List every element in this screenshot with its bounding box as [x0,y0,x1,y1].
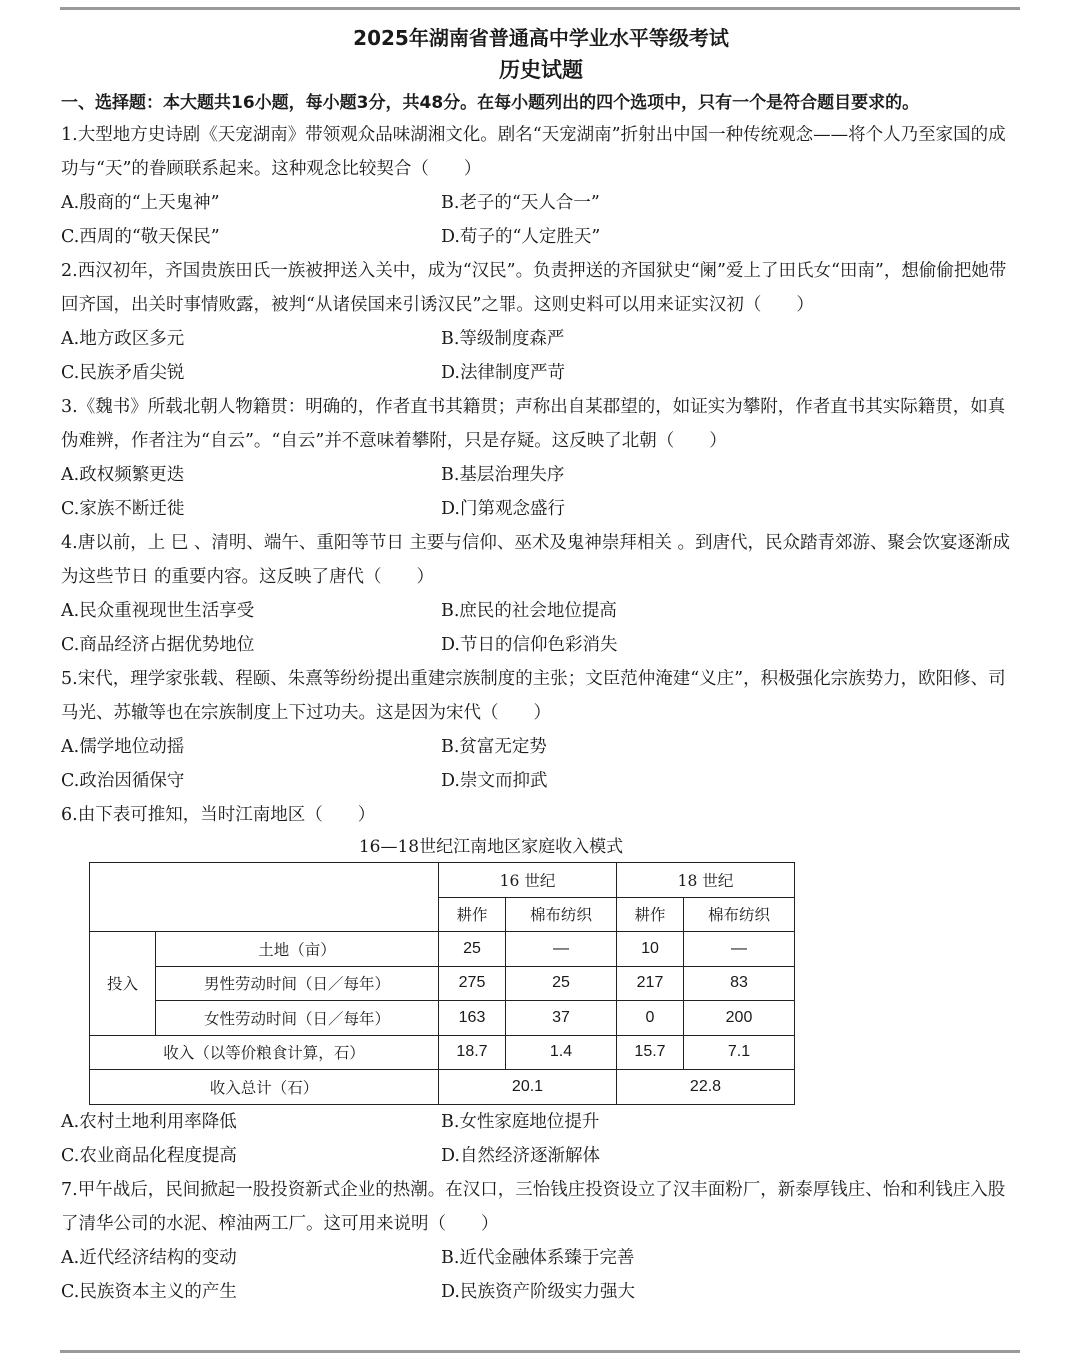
table-cell: 37 [506,1001,617,1036]
row-label: 土地（亩） [156,932,439,967]
table-cell: 25 [439,932,506,967]
table-cell: 163 [439,1001,506,1036]
option-c: C.家族不断迁徙 [61,499,185,519]
table-corner-cell [90,863,439,932]
option-c: C.农业商品化程度提高 [61,1145,237,1166]
header-16th-century: 16 世纪 [439,863,617,898]
table-cell: 275 [439,966,506,1001]
question-2-options [61,322,1021,390]
header-farming: 耕作 [439,897,506,932]
table-cell: 1.4 [506,1035,617,1070]
option-b: B.近代金融体系臻于完善 [441,1247,635,1268]
table-header-row [90,863,795,898]
table-cell: 10 [617,932,684,967]
table-row [90,1001,795,1036]
option-c: C.民族矛盾尖锐 [61,363,185,383]
question-4-stem: 4.唐以前，上 巳 、清明、端午、重阳等节日 主要与信仰、巫术及鬼神崇拜相关 。到唐代，民众踏青郊游、聚会饮宴逐渐成为这些节日 的重要内容。这反映了唐代（ ） [61,533,1010,587]
option-d: D.民族资产阶级实力强大 [441,1281,635,1302]
table-cell: 83 [684,966,795,1001]
table-caption: 16—18世纪江南地区家庭收入模式 [358,837,624,857]
header-weaving: 棉布纺织 [684,897,795,932]
table-cell: 18.7 [439,1035,506,1070]
option-d: D.节日的信仰色彩消失 [441,635,618,655]
header-farming: 耕作 [617,897,684,932]
option-d: D.荀子的“人定胜天” [441,227,601,247]
question-6-options [61,1105,1021,1173]
question-7-options [61,1241,1021,1309]
option-a: A.政权频繁更迭 [61,465,185,485]
header-weaving: 棉布纺织 [506,897,617,932]
question-5-stem: 5.宋代，理学家张载、程颐、朱熹等纷纷提出重建宗族制度的主张；文臣范仲淹建“义庄”，积极强化宗族势力，欧阳修、司马光、苏辙等也在宗族制度上下过功夫。这是因为宋代（ ） [61,669,1006,723]
option-d: D.崇文而抑武 [441,771,548,791]
question-3-options [61,458,1021,526]
bottom-rule [60,1350,1020,1353]
option-b: B.女性家庭地位提升 [441,1111,600,1132]
option-b: B.基层治理失序 [441,465,565,485]
option-a: A.殷商的“上天鬼神” [61,193,220,213]
header-18th-century: 18 世纪 [617,863,795,898]
row-label: 女性劳动时间（日／每年） [156,1001,439,1036]
table-cell: 15.7 [617,1035,684,1070]
question-7-stem: 7.甲午战后，民间掀起一股投资新式企业的热潮。在汉口，三怡钱庄投资设立了汉丰面粉厂，新泰厚钱庄、怡和利钱庄入股了清华公司的水泥、榨油两工厂。这可用来说明（ ） [61,1179,1006,1234]
option-b: B.老子的“天人合一” [441,193,600,213]
table-cell: 200 [684,1001,795,1036]
question-6-stem: 6.由下表可推知，当时江南地区（ ） [61,805,376,825]
question-4-options [61,594,1021,662]
table-cell: 0 [617,1001,684,1036]
option-a: A.农村土地利用率降低 [61,1111,237,1132]
income-label: 收入（以等价粮食计算，石） [90,1035,439,1070]
row-label: 男性劳动时间（日／每年） [156,966,439,1001]
table-cell: 217 [617,966,684,1001]
option-d: D.法律制度严苛 [441,363,565,383]
question-2-stem: 2.西汉初年，齐国贵族田氏一族被押送入关中，成为“汉民”。负责押送的齐国狱史“阑”爱上了田氏女“田南”，想偷偷把她带回齐国，出关时事情败露，被判“从诸侯国来引诱汉民”之罪。这则史料可以用来证实汉初（ ） [61,261,1007,315]
section-heading: 一、选择题：本大题共16小题，每小题3分，共48分。在每小题列出的四个选项中，只有一个是符合题目要求的。 [61,93,920,113]
option-c: C.商品经济占据优势地位 [61,635,255,655]
question-5-options [61,730,1021,798]
question-1-stem: 1.大型地方史诗剧《天宠湖南》带领观众品味湖湘文化。剧名“天宠湖南”折射出中国一种传统观念——将个人乃至家国的成功与“天”的眷顾联系起来。这种观念比较契合（ ） [61,125,1006,179]
table-cell: 22.8 [617,1070,795,1105]
exam-page [61,22,1021,1309]
table-row [90,1035,795,1070]
option-a: A.儒学地位动摇 [61,737,185,757]
option-d: D.门第观念盛行 [441,499,565,519]
option-a: A.近代经济结构的变动 [61,1247,237,1268]
table-row [90,932,795,967]
option-c: C.西周的“敬天保民” [61,227,220,247]
option-d: D.自然经济逐渐解体 [441,1145,600,1166]
table-cell: 7.1 [684,1035,795,1070]
table-cell: — [684,932,795,967]
option-b: B.庶民的社会地位提高 [441,601,617,621]
income-table [89,862,795,1105]
option-a: A.民众重视现世生活享受 [61,601,255,621]
total-label: 收入总计（石） [90,1070,439,1105]
table-cell: 25 [506,966,617,1001]
table-cell: 20.1 [439,1070,617,1105]
exam-subtitle: 历史试题 [499,58,583,82]
question-1-options [61,186,1021,254]
option-b: B.等级制度森严 [441,329,565,349]
option-c: C.政治因循保守 [61,771,185,791]
table-cell: — [506,932,617,967]
exam-title: 2025年湖南省普通高中学业水平等级考试 [353,26,729,50]
input-group-label: 投入 [90,932,156,1036]
option-b: B.贫富无定势 [441,737,547,757]
question-3-stem: 3.《魏书》所载北朝人物籍贯：明确的，作者直书其籍贯；声称出自某郡望的，如证实为攀附，作者直书其实际籍贯，如真伪难辨，作者注为“自云”。“自云”并不意味着攀附，只是存疑。这反映了北朝（ ） [61,397,1006,451]
option-a: A.地方政区多元 [61,329,185,349]
option-c: C.民族资本主义的产生 [61,1281,237,1302]
table-row [90,1070,795,1105]
table-row [90,966,795,1001]
top-rule [60,7,1020,10]
